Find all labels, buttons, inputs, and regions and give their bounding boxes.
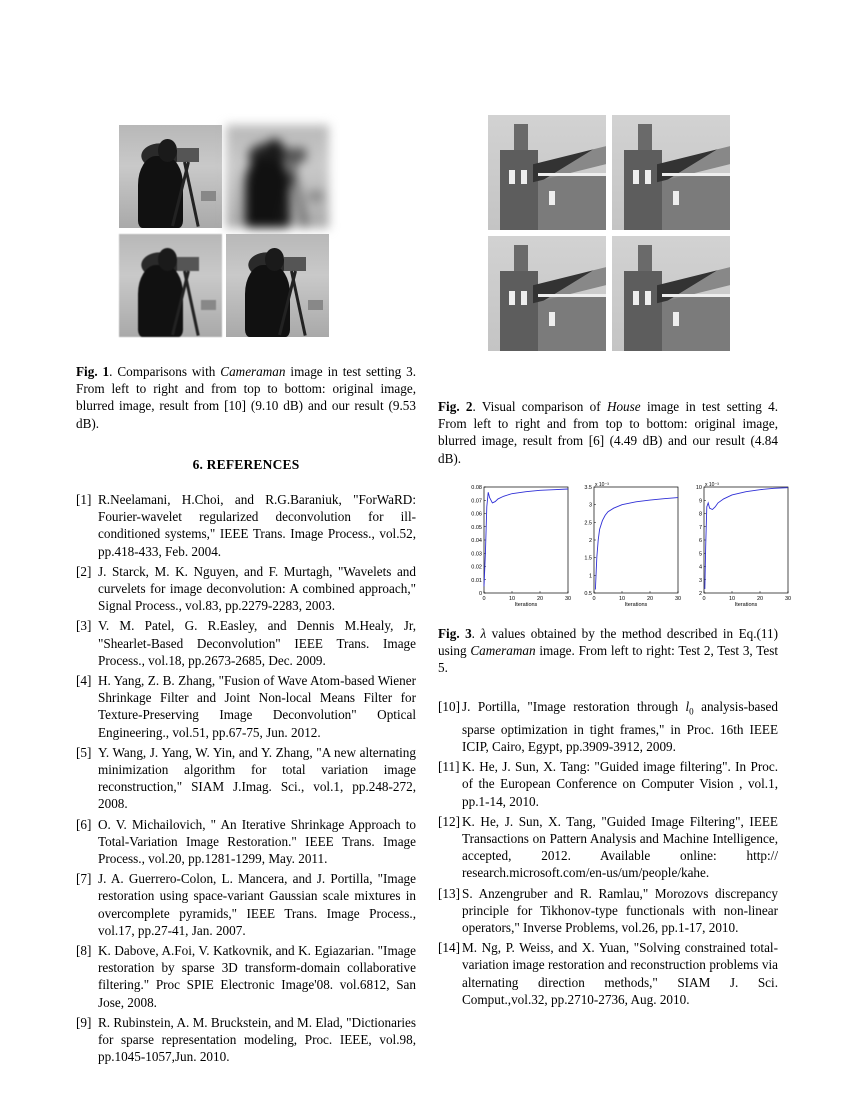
- reference-text-post: analysis-based sparse optimization in tight frames," in Proc. 16th IEEE ICIP, Cairo, Egypt, pp.3909-3912, 2009.: [462, 699, 778, 755]
- reference-number: [11]: [438, 759, 460, 775]
- fig3-plot-test3: [568, 481, 682, 614]
- fig1-image-grid: [119, 125, 329, 337]
- y-tick-label: 0.08: [471, 485, 482, 491]
- y-tick-label: 0: [478, 591, 482, 597]
- y-tick-label: 0.01: [471, 577, 482, 584]
- x-tick-label: 0: [702, 596, 706, 602]
- reference-number: [8]: [76, 943, 92, 959]
- reference-item: [76, 491, 416, 560]
- reference-text: J. A. Guerrero-Colon, L. Mancera, and J. Portilla, "Image restoration using space-variant Gaussian scale mixtures in overcomplete pyramids," IEEE Trans. Image Process., vol.17, pp.27-41, Jan. 2007.: [98, 871, 416, 938]
- fig2-original-image: [488, 115, 606, 230]
- y-tick-label: 9: [698, 498, 702, 505]
- x-tick-label: 20: [756, 596, 764, 602]
- fig2-caption-post: image in test setting 4. From left to right and from top to bottom: original image, blurred image, result from [6] (4.49 dB) and our result (4.84 dB).: [438, 399, 778, 466]
- fig1-caption-math: Cameraman: [220, 364, 286, 379]
- fig1-our-result-image: [226, 234, 329, 337]
- reference-item: [438, 939, 778, 1008]
- plot-frame: [484, 487, 568, 593]
- reference-item: [76, 870, 416, 939]
- fig3-caption-math1: λ: [480, 626, 487, 641]
- y-tick-label: 0.03: [471, 551, 482, 558]
- fig3-caption-math2: Cameraman: [470, 643, 536, 659]
- reference-math: l: [685, 699, 690, 714]
- reference-text: R.Neelamani, H.Choi, and R.G.Baraniuk, "ForWaRD: Fourier-wavelet regularized deconvolution for ill-conditioned systems," IEEE Trans. Image Process., vol.52, pp.418-433, Feb. 2004.: [98, 492, 416, 559]
- reference-number: [4]: [76, 673, 92, 689]
- reference-text: J. Starck, M. K. Nguyen, and F. Murtagh, "Wavelets and curvelets for image deconvolution: A combined approach," Signal Process., vol.83, pp.2279-2283, 2003.: [98, 563, 416, 614]
- x-tick-label: 20: [536, 596, 544, 602]
- y-tick-label: 2.5: [584, 520, 592, 527]
- fig3-caption: [438, 625, 778, 677]
- chart-svg: [458, 481, 572, 609]
- x-axis-label: Iterations: [624, 602, 648, 608]
- fig2-caption: [438, 398, 778, 467]
- reference-number: [13]: [438, 885, 460, 901]
- reference-text: M. Ng, P. Weiss, and X. Yuan, "Solving constrained total-variation image restoration and reconstruction problems via alternating direction methods," SIAM J. Sci. Comput.,vol.32, pp.2710-2736, Aug. 2010.: [462, 940, 778, 1007]
- reference-math-sub: 0: [689, 706, 694, 717]
- reference-text: Y. Wang, J. Yang, W. Yin, and Y. Zhang, "A new alternating minimization algorithm for total variation image reconstruction," SIAM J.Imag. Sci., vol.1, pp.248-272, 2008.: [98, 744, 416, 812]
- fig1-original-image: [119, 125, 222, 228]
- chart-svg: [568, 481, 682, 609]
- x-tick-label: 0: [482, 596, 486, 602]
- reference-number: [1]: [76, 492, 92, 507]
- reference-text: O. V. Michailovich, " An Iterative Shrinkage Approach to Total-Variation Image Restoration." IEEE Trans. Image Process., vol.20, pp.1281-1299, May. 2011.: [98, 816, 416, 867]
- references-heading: 6. REFERENCES: [192, 457, 300, 472]
- reference-number: [14]: [438, 940, 460, 956]
- reference-number: [10]: [438, 699, 460, 714]
- y-tick-label: 1: [588, 573, 592, 580]
- fig3-caption-post: image. From left to right: Test 2, Test 3, Test 5.: [438, 643, 779, 676]
- fig3-caption-mid: values obtained by the method described in Eq.(11) using: [438, 626, 778, 659]
- fig1-blurred-image: [226, 125, 329, 228]
- fig2-caption-pre: . Visual comparison of: [472, 399, 607, 414]
- reference-number: [12]: [438, 813, 460, 829]
- y-tick-label: 0.5: [584, 591, 592, 597]
- reference-item: [76, 1014, 416, 1066]
- fig2-caption-math: House: [606, 399, 641, 414]
- x-tick-label: 10: [508, 596, 516, 602]
- y-tick-label: 4: [698, 564, 702, 571]
- y-tick-label: 10: [695, 485, 702, 491]
- fig2-result-ref6-image: [488, 236, 606, 351]
- y-axis-exponent: x 10⁻³: [705, 482, 719, 488]
- y-tick-label: 3: [698, 577, 702, 584]
- reference-item: [76, 744, 416, 813]
- reference-item: [438, 813, 778, 882]
- fig2-blurred-image: [612, 115, 730, 230]
- reference-number: [2]: [76, 563, 92, 579]
- y-tick-label: 5: [698, 551, 702, 558]
- x-tick-label: 20: [646, 596, 654, 602]
- y-tick-label: 0.05: [471, 524, 482, 531]
- reference-text: V. M. Patel, G. R.Easley, and Dennis M.Healy, Jr, "Shearlet-Based Deconvolution" IEEE Trans. Image Process., vol.18, pp.2673-2685, Dec. 2009.: [98, 618, 416, 668]
- reference-number: [5]: [76, 744, 92, 760]
- y-axis-exponent: x 10⁻³: [595, 482, 609, 488]
- fig3-caption-pre: .: [471, 626, 481, 641]
- reference-item: [438, 698, 778, 755]
- y-tick-label: 2: [698, 591, 702, 597]
- y-tick-label: 7: [698, 524, 702, 531]
- reference-item: [76, 672, 416, 741]
- fig2-caption-label: Fig. 2: [438, 399, 473, 414]
- y-tick-label: 0.06: [471, 511, 482, 518]
- reference-number: [9]: [76, 1014, 92, 1030]
- reference-number: [7]: [76, 871, 92, 887]
- reference-text: K. Dabove, A.Foi, V. Katkovnik, and K. Egiazarian. "Image restoration by sparse 3D transform-domain collaborative filtering." Proc SPIE Electronic Image'08. vol.6812, San Jose, 2008.: [98, 943, 416, 1010]
- fig1-result-ref10-image: [119, 234, 222, 337]
- x-tick-label: 30: [674, 596, 682, 602]
- y-tick-label: 0.07: [471, 498, 482, 505]
- fig3-plot-test2: [458, 481, 572, 614]
- reference-item: [76, 563, 416, 615]
- y-tick-label: 3.5: [584, 485, 592, 491]
- chart-svg: [678, 481, 792, 609]
- reference-item: [438, 758, 778, 810]
- references-left: [76, 488, 416, 1066]
- reference-item: [438, 885, 778, 937]
- x-tick-label: 0: [592, 596, 596, 602]
- reference-text: K. He, J. Sun, X. Tang: "Guided image filtering". In Proc. of the European Conference on Computer Vision , vol.1, pp.1-14, 2010.: [462, 759, 778, 809]
- x-tick-label: 30: [784, 596, 792, 602]
- fig2-our-result-image: [612, 236, 730, 351]
- reference-number: [3]: [76, 618, 92, 634]
- x-tick-label: 10: [618, 596, 626, 602]
- plot-frame: [704, 487, 788, 593]
- fig1-caption: [76, 363, 416, 432]
- y-tick-label: 1.5: [584, 555, 592, 562]
- fig1-caption-pre: . Comparisons with: [109, 364, 221, 379]
- fig1-caption-post: image in test setting 3. From left to right and from top to bottom: original image, blurred image, result from [10] (9.10 dB) and our result (9.53 dB).: [76, 364, 416, 431]
- reference-text: R. Rubinstein, A. M. Bruckstein, and M. Elad, "Dictionaries for sparse representation modeling, Proc. IEEE, vol.98, pp.1045-1057,Jun. 2010.: [98, 1014, 416, 1065]
- y-tick-label: 0.04: [471, 538, 482, 544]
- fig2-image-grid: [488, 115, 730, 351]
- y-tick-label: 2: [588, 538, 592, 544]
- x-tick-label: 10: [728, 596, 736, 602]
- reference-item: [76, 816, 416, 868]
- reference-item: [76, 617, 416, 669]
- references-right: [438, 698, 778, 1008]
- reference-text: H. Yang, Z. B. Zhang, "Fusion of Wave Atom-based Wiener Shrinkage Filter and Joint Non-local Means Filter for Texture-Preserving Image Deconvolution" Optical Engineering., vol.51, pp.67-75, Jun. 2012.: [98, 673, 416, 740]
- reference-item: [76, 942, 416, 1011]
- reference-text: K. He, J. Sun, X. Tang, "Guided Image Filtering", IEEE Transactions on Pattern Analysis and Machine Intelligence, accepted, 2012. Available online: http:// research.microsoft.com/en-us/um/people/kahe.: [462, 813, 778, 881]
- x-axis-label: Iterations: [514, 602, 538, 608]
- fig1-caption-label: Fig. 1: [76, 364, 110, 379]
- reference-text: S. Anzengruber and R. Ramlau," Morozovs discrepancy principle for Tikhonov-type functionals with non-linear operators," Inverse Problems, vol.26, pp.1-17, 2010.: [462, 885, 778, 936]
- fig3-caption-label: Fig. 3: [438, 626, 472, 641]
- fig3-plot-test5: [678, 481, 792, 614]
- y-tick-label: 6: [698, 538, 702, 544]
- y-tick-label: 3: [588, 502, 592, 509]
- reference-text-pre: J. Portilla, "Image restoration through: [462, 699, 686, 714]
- x-axis-label: Iterations: [734, 602, 758, 608]
- reference-number: [6]: [76, 816, 92, 832]
- x-tick-label: 30: [564, 596, 572, 602]
- y-tick-label: 0.02: [471, 564, 482, 571]
- plot-frame: [594, 487, 678, 593]
- y-tick-label: 8: [698, 511, 702, 518]
